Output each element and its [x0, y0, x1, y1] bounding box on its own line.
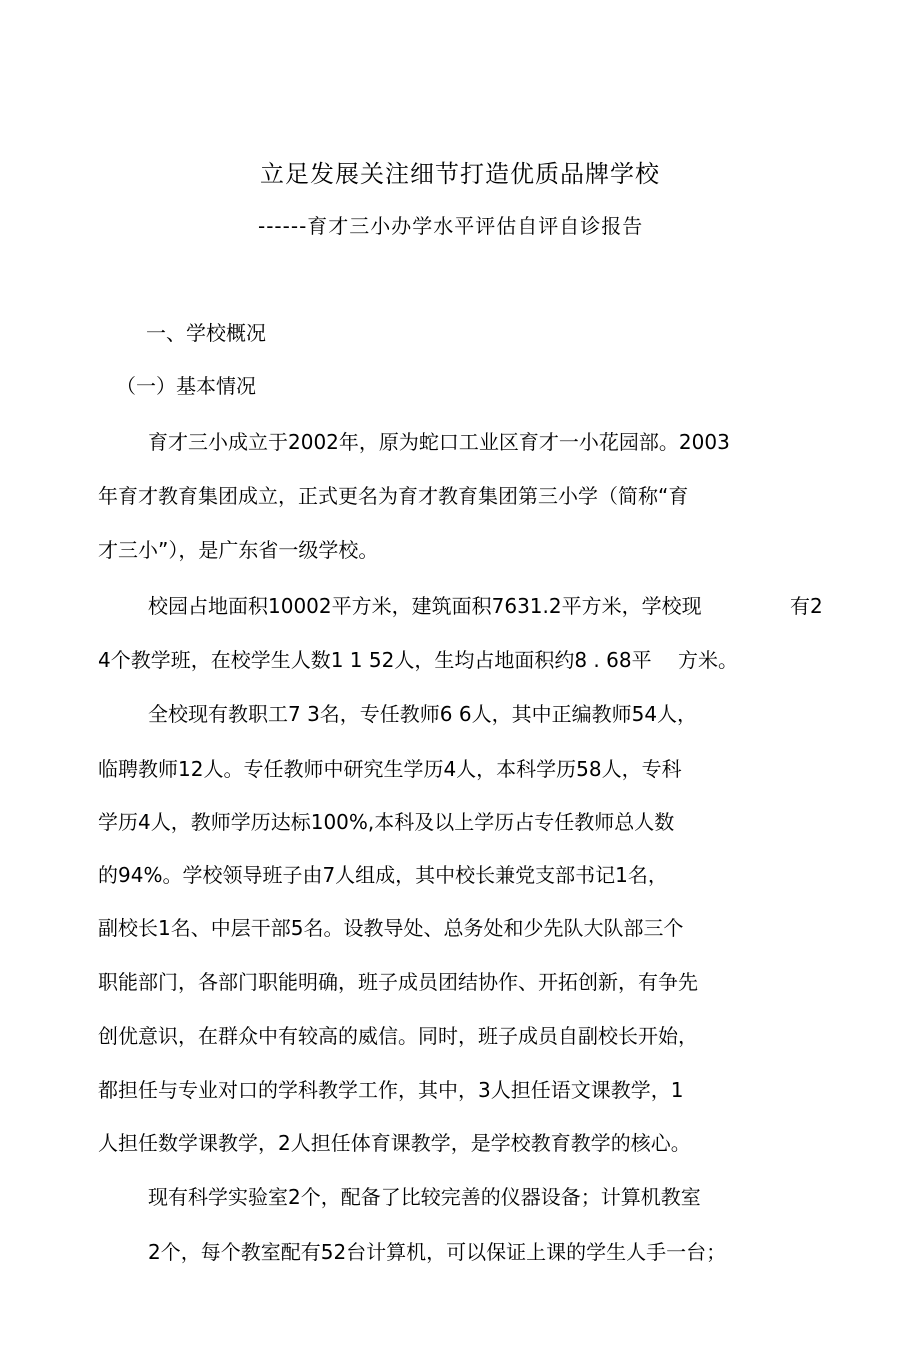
paragraph-line: 2个，每个教室配有52台计算机，可以保证上课的学生人手一台； — [148, 1240, 727, 1264]
paragraph-line: 育才三小成立于2002年，原为蛇口工业区育才一小花园部。2003 — [148, 430, 730, 454]
section-heading: 一、学校概况 — [146, 321, 266, 345]
document-title: 立足发展关注细节打造优质品牌学校 — [260, 160, 660, 188]
paragraph-line: 才三小”），是广东省一级学校。 — [98, 538, 379, 562]
paragraph-line: 全校现有教职工7 3名，专任教师6 6人，其中正编教师54人， — [148, 702, 698, 726]
paragraph-line: 现有科学实验室2个，配备了比较完善的仪器设备；计算机教室 — [148, 1185, 701, 1209]
paragraph-line: 年育才教育集团成立，正式更名为育才教育集团第三小学（简称“育 — [98, 484, 689, 508]
paragraph-line: 创优意识，在群众中有较高的威信。同时，班子成员自副校长开始， — [98, 1024, 698, 1048]
paragraph-line: 职能部门，各部门职能明确，班子成员团结协作、开拓创新，有争先 — [98, 970, 698, 994]
paragraph-line: 的94%。学校领导班子由7人组成，其中校长兼党支部书记1名， — [98, 863, 668, 887]
paragraph-line: 副校长1名、中层干部5名。设教导处、总务处和少先队大队部三个 — [98, 916, 684, 940]
paragraph-line: 学历4人，教师学历达标100%,本科及以上学历占专任教师总人数 — [98, 810, 675, 834]
paragraph-line: 都担任与专业对口的学科教学工作，其中，3人担任语文课教学，1 — [98, 1078, 684, 1102]
paragraph-line: 校园占地面积10002平方米，建筑面积7631.2平方米，学校现 — [148, 594, 702, 618]
paragraph-line: 临聘教师12人。专任教师中研究生学历4人，本科学历58人，专科 — [98, 757, 682, 781]
paragraph-line: 4个教学班，在校学生人数1 1 52人，生均占地面积约8 . 68平 — [98, 648, 652, 672]
paragraph-line-tail: 有2 — [790, 594, 823, 618]
paragraph-line-tail: 方米。 — [678, 648, 738, 672]
paragraph-line: 人担任数学课教学，2人担任体育课教学，是学校教育教学的核心。 — [98, 1131, 691, 1155]
subsection-heading: （一）基本情况 — [116, 374, 256, 398]
document-subtitle: ------育才三小办学水平评估自评自诊报告 — [258, 214, 644, 238]
